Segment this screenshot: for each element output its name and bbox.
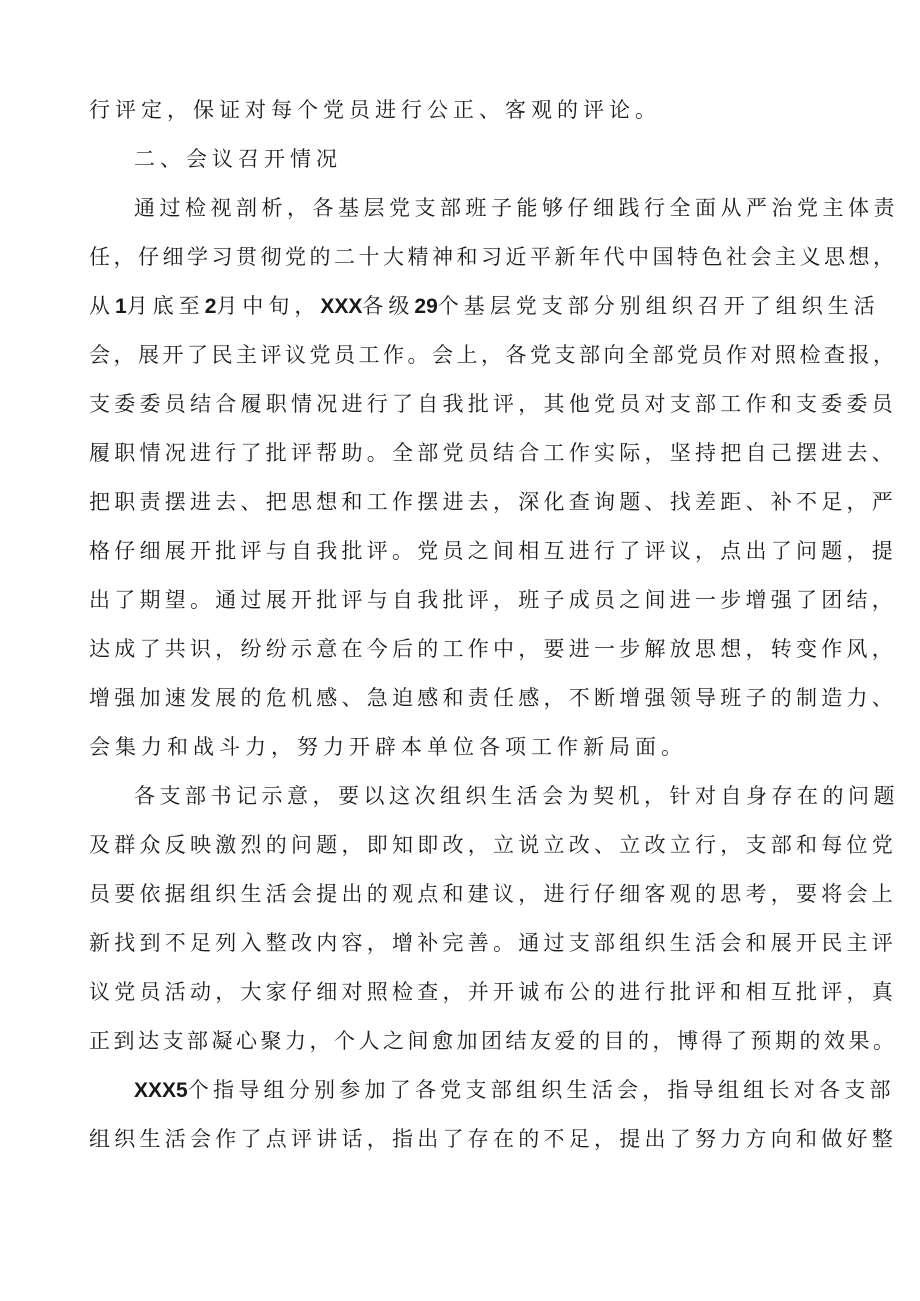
text-span: 月中旬， (216, 294, 321, 318)
paragraph-line: 各支部书记示意，要以这次组织生活会为契机，针对自身存在的问题 (134, 784, 899, 808)
bold-number: 29 (414, 295, 438, 318)
paragraph-line: 议党员活动，大家仔细对照检查，并开诚布公的进行批评和相互批评，真 (89, 980, 897, 1004)
paragraph-line (134, 1075, 895, 1106)
paragraph-line: 正到达支部凝心聚力，个人之间愈加团结友爱的目的，博得了预期的效果。 (89, 1029, 898, 1053)
paragraph-line: 通过检视剖析，各基层党支部班子能够仔细践行全面从严治党主体责 (134, 196, 899, 220)
text-span: 个指导组分别参加了各党支部组织生活会，指导组组长对各支部 (187, 1078, 895, 1102)
paragraph-line: 及群众反映激烈的问题，即知即改，立说立改、立改立行，支部和每位党 (89, 833, 897, 857)
paragraph-line: 新找到不足列入整改内容，增补完善。通过支部组织生活会和展开民主评 (89, 931, 897, 955)
text-span: 个基层党支部分别组织召开了组织生活 (437, 294, 880, 318)
text-span: 各级 (362, 294, 415, 318)
paragraph-line: 任，仔细学习贯彻党的二十大精神和习近平新年代中国特色社会主义思想， (89, 245, 898, 269)
bold-number: 1 (115, 295, 127, 318)
bold-number: 2 (204, 295, 217, 318)
text-span: 从 (89, 294, 115, 318)
paragraph-line: 格仔细展开批评与自我批评。党员之间相互进行了评议，点出了问题，提 (89, 539, 897, 563)
paragraph-line: 会集力和战斗力，努力开辟本单位各项工作新局面。 (89, 735, 687, 759)
paragraph-line: 履职情况进行了批评帮助。全部党员结合工作实际，坚持把自己摆进去、 (89, 441, 897, 465)
paragraph-line: 组织生活会作了点评讲话，指出了存在的不足，提出了努力方向和做好整 (89, 1127, 897, 1151)
bold-org-name: XXX5 (134, 1079, 188, 1102)
paragraph-line: 行评定，保证对每个党员进行公正、客观的评论。 (89, 98, 661, 122)
bold-org-name: XXX (320, 295, 363, 318)
text-span: 月底至 (126, 294, 205, 318)
paragraph-line: 员要依据组织生活会提出的观点和建议，进行仔细客观的思考，要将会上 (89, 882, 897, 906)
paragraph-line (89, 291, 880, 322)
paragraph-line: 会，展开了民主评议党员工作。会上，各党支部向全部党员作对照检查报， (89, 343, 898, 367)
paragraph-line: 出了期望。通过展开批评与自我批评，班子成员之间进一步增强了团结， (89, 588, 897, 612)
paragraph-line: 把职责摆进去、把思想和工作摆进去，深化查询题、找差距、补不足，严 (89, 490, 897, 514)
paragraph-line: 增强加速发展的危机感、急迫感和责任感，不断增强领导班子的制造力、 (89, 686, 897, 710)
paragraph-line: 达成了共识，纷纷示意在今后的工作中，要进一步解放思想，转变作风， (89, 637, 897, 661)
paragraph-line: 支委委员结合履职情况进行了自我批评，其他党员对支部工作和支委委员 (89, 392, 897, 416)
section-heading: 二、会议召开情况 (134, 147, 342, 171)
